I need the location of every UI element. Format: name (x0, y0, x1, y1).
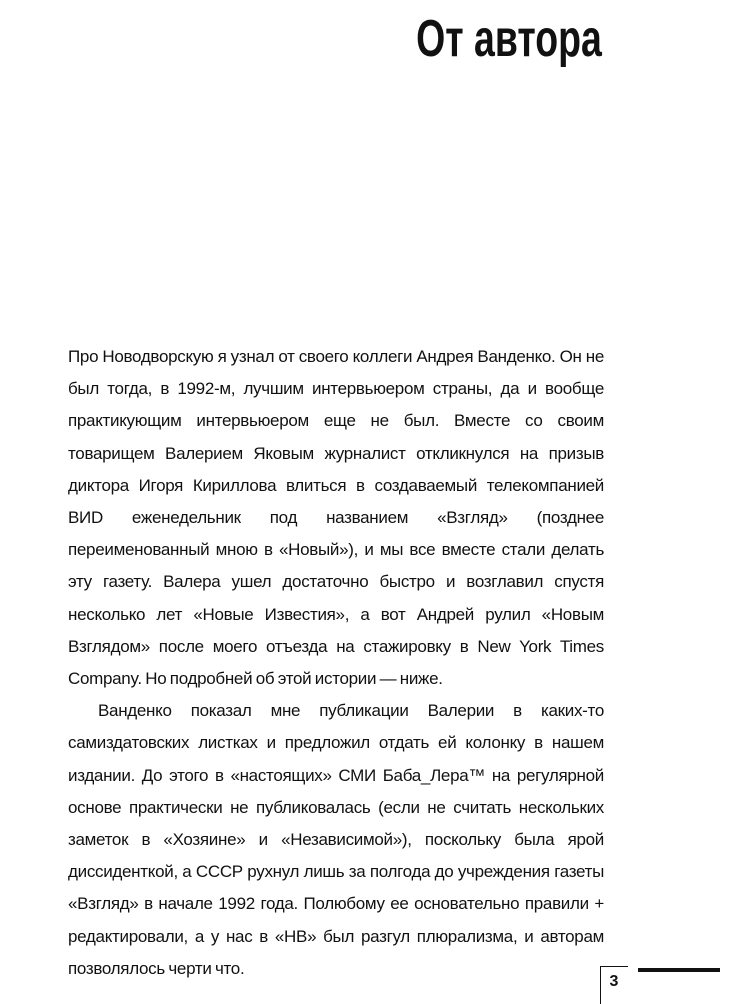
body-text (68, 341, 604, 985)
page-title: От автора (416, 10, 602, 68)
page-number: 3 (609, 973, 619, 990)
paragraph-1: Про Новодворскую я узнал от своего коллеги Андрея Ванденко. Он не был тогда, в 1992-м, лучшим интервьюером страны, да и вообще практикующим интервьюером еще не был. Вместе со своим товарищем Валерием Яковым журналист откликнулся на призыв диктора Игоря Кириллова влиться в создаваемый телекомпанией ВИD еженедельник под названием «Взгляд» (позднее переименованный мною в «Новый»), и мы все вместе стали делать эту газету. Валера ушел достаточно быстро и возглавил спустя несколько лет «Новые Известия», а вот Андрей рулил «Новым Взглядом» после моего отъезда на стажировку в New York Times Company. Но подробней об этой истории — ниже. (68, 347, 604, 689)
paragraph-2: Ванденко показал мне публикации Валерии в каких-то самиздатовских листках и предложил отдать ей колонку в нашем издании. До этого в «настоящих» СМИ Баба_Лера™ на регулярной основе практически не публиковалась (если не считать нескольких заметок в «Хозяине» и «Независимой»), поскольку была ярой диссиденткой, а СССР рухнул лишь за полгода до учреждения газеты «Взгляд» в начале 1992 года. Полюбому ее основательно правили + редактировали, а у нас в «НВ» был разгул плюрализма, и авторам позволялось черти что. (68, 701, 604, 978)
footer-rule (638, 968, 720, 972)
